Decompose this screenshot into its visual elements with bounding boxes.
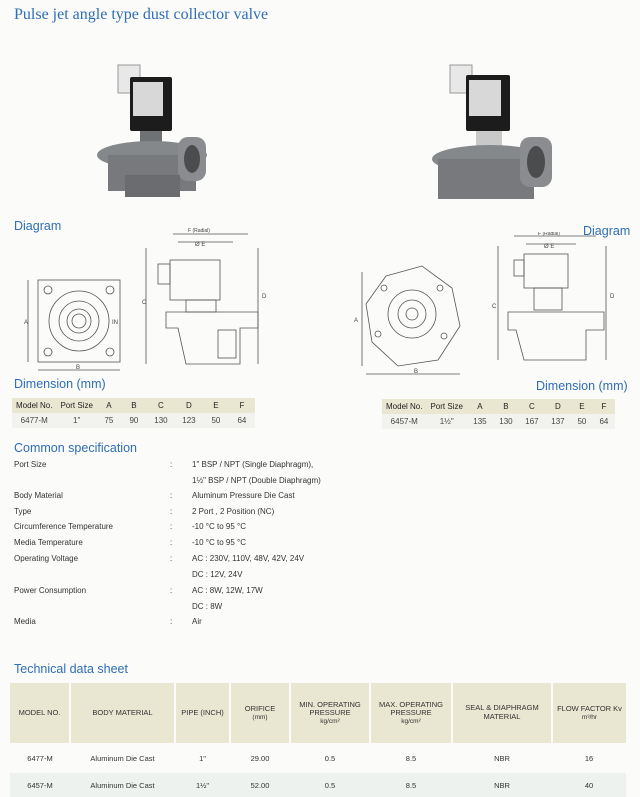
dimension-heading-left: Dimension (mm) [14, 377, 106, 391]
tech-header-max-pressure-unit: kg/cm² [401, 717, 421, 725]
dim-left-header-b: B [121, 398, 147, 413]
tech-header-orifice [230, 683, 290, 743]
tech-cell: 40 [552, 773, 626, 797]
tech-header-seal [452, 683, 552, 743]
dim-right-cell: 137 [545, 414, 571, 429]
dim-left-cell: 123 [175, 413, 203, 428]
dim-right-header-a: A [467, 399, 493, 414]
diagram-right-label-c: C [492, 304, 497, 310]
diagram-heading-left: Diagram [14, 219, 62, 233]
tech-header-min-pressure [290, 683, 370, 743]
dim-left-header-port: Port Size [56, 398, 96, 413]
diagram-right-label-f: F (Radial) [538, 232, 560, 237]
dim-left-cell: 64 [229, 413, 255, 428]
diagram-left-label-f: F (Radial) [188, 228, 210, 234]
tech-header-flow-main: FLOW FACTOR Kv [557, 703, 622, 713]
spec-colon: : [170, 538, 173, 547]
diagram-left-label-d: D [262, 294, 267, 300]
diagram-left-label-c: C [142, 300, 147, 306]
dim-left-header-c: C [147, 398, 175, 413]
spec-value-power-ac: AC : 8W, 12W, 17W [192, 586, 263, 595]
tech-cell: NBR [494, 753, 510, 763]
spec-label-media: Media [14, 617, 36, 626]
spec-value-voltage-ac: AC : 230V, 110V, 48V, 42V, 24V [192, 554, 305, 563]
spec-value-circumference-temp: -10 °C to 95 °C [192, 522, 246, 531]
diagram-right-label-a: A [354, 318, 359, 324]
dim-right-header-port: Port Size [426, 399, 466, 414]
dim-right-header-e: E [571, 399, 593, 414]
dim-left-cell: 50 [203, 413, 229, 428]
spec-value-power-dc: DC : 8W [192, 602, 223, 611]
spec-label-body-material: Body Material [14, 491, 63, 500]
diagram-left-label-a: A [24, 320, 29, 326]
tech-cell: Aluminum Die Cast [70, 773, 175, 797]
tech-cell: 8.5 [370, 773, 452, 797]
dim-right-header-b: B [493, 399, 519, 414]
dim-left-header-d: D [175, 398, 203, 413]
tech-cell: 6457-M [10, 773, 70, 797]
dim-right-cell: 64 [593, 414, 615, 429]
common-spec-heading: Common specification [14, 441, 137, 455]
diagram-left-label-b: B [76, 365, 81, 371]
spec-colon: : [170, 507, 173, 516]
tech-header-max-pressure-main: MAX. OPERATING PRESSURE [378, 699, 444, 718]
spec-colon: : [170, 586, 173, 595]
dimension-heading-right: Dimension (mm) [536, 379, 628, 393]
spec-value-voltage-dc: DC : 12V, 24V [192, 570, 243, 579]
dim-left-cell: 75 [97, 413, 121, 428]
spec-value-body-material: Aluminum Pressure Die Cast [192, 491, 295, 500]
tech-header-min-pressure-unit: kg/cm² [320, 717, 340, 725]
tech-header-pipe-main: PIPE (INCH) [181, 707, 224, 717]
spec-value-port-size-1: 1" BSP / NPT (Single Diaphragm), [192, 460, 314, 469]
dim-left-header-f: F [229, 398, 255, 413]
spec-label-media-temp: Media Temperature [14, 538, 83, 547]
tech-cell: 0.5 [324, 753, 336, 763]
spec-value-type: 2 Port , 2 Position (NC) [192, 507, 275, 516]
tech-cell: 1½" [175, 773, 230, 797]
page-title: Pulse jet angle type dust collector valve [14, 6, 269, 23]
spec-value-media: Air [192, 617, 202, 626]
dim-right-cell: 130 [493, 414, 519, 429]
tech-header-flow [552, 683, 626, 743]
tech-header-max-pressure [370, 683, 452, 743]
dim-left-header-model: Model No. [12, 398, 56, 413]
tech-header-seal-main: SEAL & DIAPHRAGM MATERIAL [465, 703, 539, 721]
tech-header-body [70, 683, 175, 743]
spec-label-power-consumption: Power Consumption [14, 586, 87, 595]
dim-left-cell: 6477-M [12, 413, 56, 428]
diagram-heading-right: Diagram [583, 224, 631, 238]
dim-right-cell: 167 [519, 414, 545, 429]
dim-right-header-c: C [519, 399, 545, 414]
tech-header-pipe [175, 683, 230, 743]
tech-cell: Aluminum Die Cast [90, 753, 155, 763]
tech-header-model [10, 683, 70, 743]
tech-cell: 1" [199, 753, 206, 763]
tech-cell: 6477-M [27, 753, 53, 763]
dim-right-header-f: F [593, 399, 615, 414]
tech-cell: 52.00 [230, 773, 290, 797]
spec-value-media-temp: -10 °C to 95 °C [192, 538, 246, 547]
spec-colon: : [170, 617, 173, 626]
spec-colon: : [170, 460, 173, 469]
dim-left-header-e: E [203, 398, 229, 413]
diagram-left-label-in: IN [112, 320, 118, 326]
dim-right-cell: 135 [467, 414, 493, 429]
dim-right-cell: 6457-M [382, 414, 426, 429]
dim-left-cell: 1" [56, 413, 96, 428]
dim-right-header-model: Model No. [382, 399, 426, 414]
spec-label-circumference-temp: Circumference Temperature [14, 522, 114, 531]
tech-header-flow-unit: m³/hr [581, 713, 598, 721]
tech-header-orifice-unit: (mm) [252, 713, 268, 721]
tech-header-body-main: BODY MATERIAL [92, 707, 153, 717]
dim-left-cell: 90 [121, 413, 147, 428]
dim-right-header-d: D [545, 399, 571, 414]
diagram-right-label-b: B [414, 369, 419, 375]
diagram-right-label-e: Ø E [544, 244, 555, 250]
spec-value-port-size-2: 1½" BSP / NPT (Double Diaphragm) [192, 476, 321, 485]
spec-colon: : [170, 554, 173, 563]
spec-label-operating-voltage: Operating Voltage [14, 554, 79, 563]
tech-header-model-main: MODEL NO. [18, 707, 61, 717]
technical-data-table [10, 683, 626, 797]
tech-cell: 29.00 [250, 753, 270, 763]
spec-label-type: Type [14, 507, 32, 516]
spec-colon: : [170, 522, 173, 531]
dim-left-header-a: A [97, 398, 121, 413]
dim-right-cell: 1½" [426, 414, 466, 429]
tech-cell: NBR [452, 773, 552, 797]
tech-header-min-pressure-main: MIN. OPERATING PRESSURE [299, 699, 361, 718]
tech-cell: 16 [584, 753, 594, 763]
tech-cell: 8.5 [405, 753, 417, 763]
tech-cell: 0.5 [290, 773, 370, 797]
diagram-right-label-d: D [610, 294, 615, 300]
tech-header-orifice-main: ORIFICE [244, 703, 276, 713]
dim-right-cell: 50 [571, 414, 593, 429]
spec-label-port-size: Port Size [14, 460, 47, 469]
dim-left-cell: 130 [147, 413, 175, 428]
spec-colon: : [170, 491, 173, 500]
technical-heading: Technical data sheet [14, 662, 128, 676]
diagram-left-label-e: Ø E [195, 242, 206, 248]
